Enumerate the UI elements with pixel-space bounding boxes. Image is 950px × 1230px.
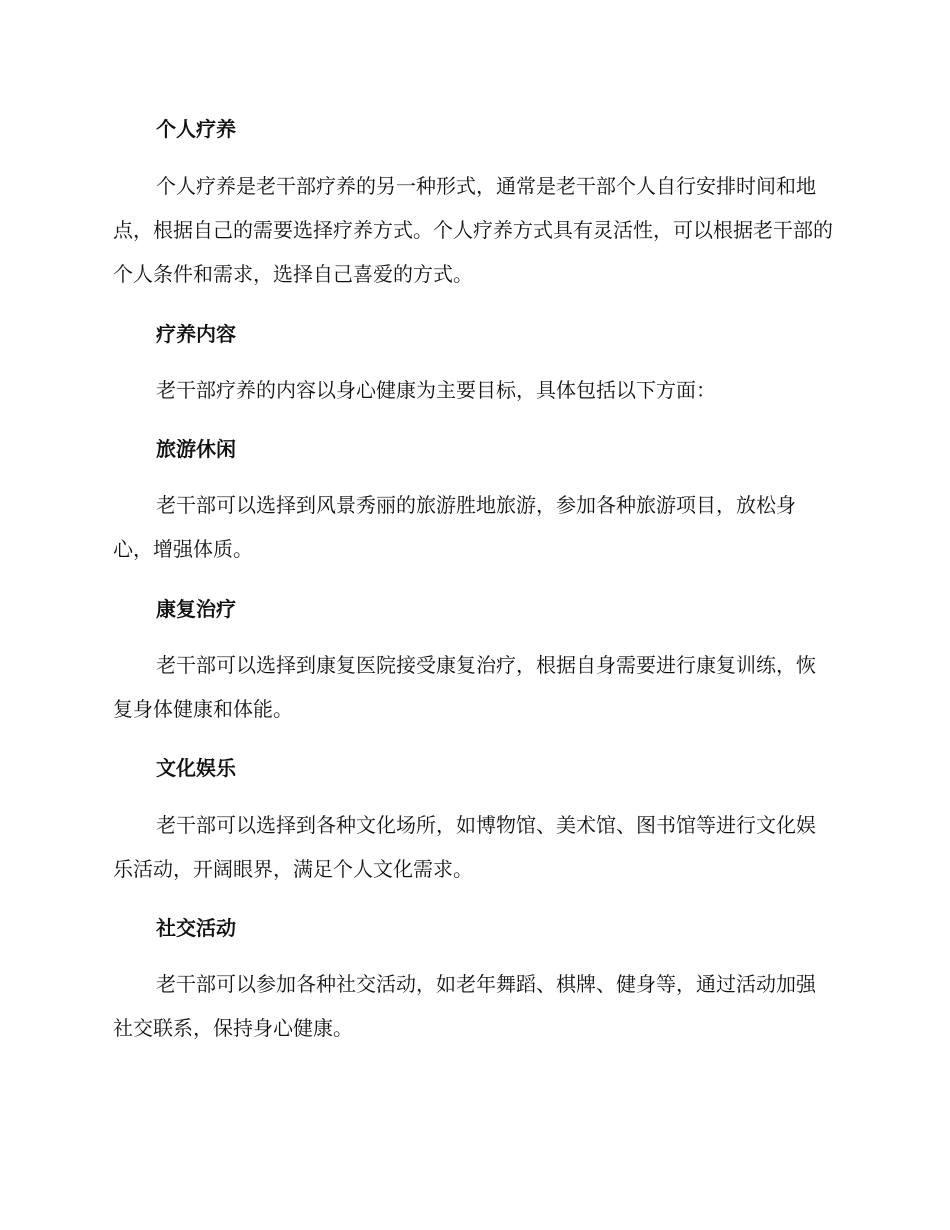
section-heading-rehabilitation: 康复治疗 xyxy=(156,597,236,621)
section-paragraph-social-activities: 老干部可以参加各种社交活动，如老年舞蹈、棋牌、健身等，通过活动加强社交联系，保持身心健康。 xyxy=(113,972,816,1040)
section-heading-recuperation-content: 疗养内容 xyxy=(156,322,236,346)
section-heading-culture-entertainment: 文化娱乐 xyxy=(156,756,236,780)
section-heading-social-activities: 社交活动 xyxy=(156,916,236,940)
section-paragraph-rehabilitation: 老干部可以选择到康复医院接受康复治疗，根据自身需要进行康复训练，恢复身体健康和体能。 xyxy=(113,653,816,721)
section-heading-personal-recuperation: 个人疗养 xyxy=(156,117,236,141)
section-paragraph-culture-entertainment: 老干部可以选择到各种文化场所，如博物馆、美术馆、图书馆等进行文化娱乐活动，开阔眼界，满足个人文化需求。 xyxy=(113,813,816,881)
section-paragraph-personal-recuperation: 个人疗养是老干部疗养的另一种形式，通常是老干部个人自行安排时间和地点，根据自己的需要选择疗养方式。个人疗养方式具有灵活性，可以根据老干部的个人条件和需求，选择自己喜爱的方式。 xyxy=(113,174,833,286)
section-paragraph-recuperation-content: 老干部疗养的内容以身心健康为主要目标，具体包括以下方面： xyxy=(156,378,716,402)
section-paragraph-travel-leisure: 老干部可以选择到风景秀丽的旅游胜地旅游，参加各种旅游项目，放松身心，增强体质。 xyxy=(113,493,796,561)
section-heading-travel-leisure: 旅游休闲 xyxy=(156,437,236,461)
